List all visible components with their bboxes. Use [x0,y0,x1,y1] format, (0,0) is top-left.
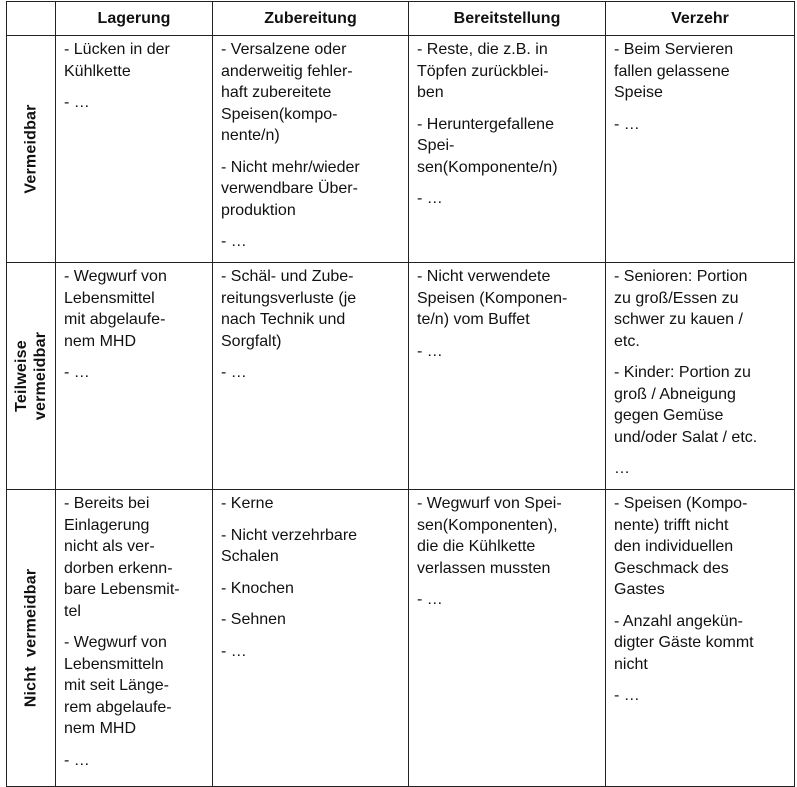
header-row [7,2,795,36]
cell-storage [56,490,213,787]
row-header-line: Vermeidbar [22,104,40,194]
column-header-storage: Lagerung [56,2,213,36]
list-item: - … [417,190,443,207]
cell-consumption [606,490,795,787]
list-item: - Nicht verzehrbare Schalen [221,526,358,565]
row-header-avoidable [7,36,56,263]
list-item: - Beim Servieren fallen gelassene Speise [614,41,734,101]
list-item: - Kinder: Portion zu groß / Abneigung gegen Gemüse und/oder Salat / etc. [614,364,758,446]
list-item: - Wegwurf von Lebensmitteln mit seit Länge- rem abgelaufe- nem MHD [64,634,172,737]
row-header-label [22,569,41,708]
corner-cell [7,2,56,36]
row-header-label [22,104,41,193]
list-item: - Nicht mehr/wieder verwendbare Über- produktion [221,158,360,219]
cell-provision [409,490,606,787]
row-header-line: vermeidbar [32,331,49,421]
cell-preparation [213,36,409,263]
waste-classification-table [6,1,795,787]
list-item: - Wegwurf von Lebensmittel mit abgelaufe- nem MHD [64,268,167,350]
list-item: - … [221,364,247,381]
list-item: - … [417,342,443,360]
list-item: - Schäl- und Zube- reitungsverluste (je nach Technik und Sorgfalt) [221,268,357,350]
list-item: - … [614,687,640,704]
list-item: - Kerne [221,495,274,512]
list-item: - Senioren: Portion zu groß/Essen zu schwer zu kauen / etc. [614,268,748,350]
row-header-label [12,332,50,420]
column-header-preparation: Zubereitung [213,2,409,36]
list-item: - … [64,364,90,381]
list-item: … [614,460,630,477]
row-header-line: Nicht vermeidbar [22,568,40,708]
list-item: - Reste, die z.B. in Töpfen zurückblei- ben [417,41,549,101]
list-item: - Sehnen [221,611,286,628]
list-item: - Heruntergefallene Spei- sen(Komponente/n) [417,115,558,176]
cell-preparation [213,490,409,787]
list-item: - Wegwurf von Spei- sen(Komponenten), die die Kühlkette verlassen mussten [417,495,562,577]
row-header-line: Teilweise [13,340,30,412]
list-item: - … [221,642,247,660]
list-item: - … [417,591,443,608]
list-item: - Knochen [221,579,294,597]
list-item: - Lücken in der Kühlkette [64,41,170,80]
cell-storage [56,36,213,263]
row-header-partially-avoidable [7,263,56,490]
list-item: - Anzahl angekün- digter Gäste kommt nicht [614,612,754,673]
cell-provision [409,263,606,490]
list-item: - Speisen (Kompo- nente) trifft nicht den individuellen Geschmack des Gastes [614,495,748,598]
list-item: - … [64,94,90,111]
table-row [7,36,795,263]
row-header-unavoidable [7,490,56,787]
cell-consumption [606,36,795,263]
list-item: - Versalzene oder anderweitig fehler- haft zubereitete Speisen(kompo- nente/n) [221,41,353,144]
list-item: - Nicht verwendete Speisen (Komponen- te/n) vom Buffet [417,268,568,328]
table-row [7,490,795,787]
cell-preparation [213,263,409,490]
list-item: - Bereits bei Einlagerung nicht als ver- dorben erkenn- bare Lebensmit- tel [64,495,180,620]
list-item: - … [614,115,640,133]
cell-consumption [606,263,795,490]
table-row [7,263,795,490]
list-item: - … [221,233,247,250]
column-header-provision: Bereitstellung [409,2,606,36]
cell-provision [409,36,606,263]
column-header-consumption: Verzehr [606,2,795,36]
cell-storage [56,263,213,490]
list-item: - … [64,751,90,769]
